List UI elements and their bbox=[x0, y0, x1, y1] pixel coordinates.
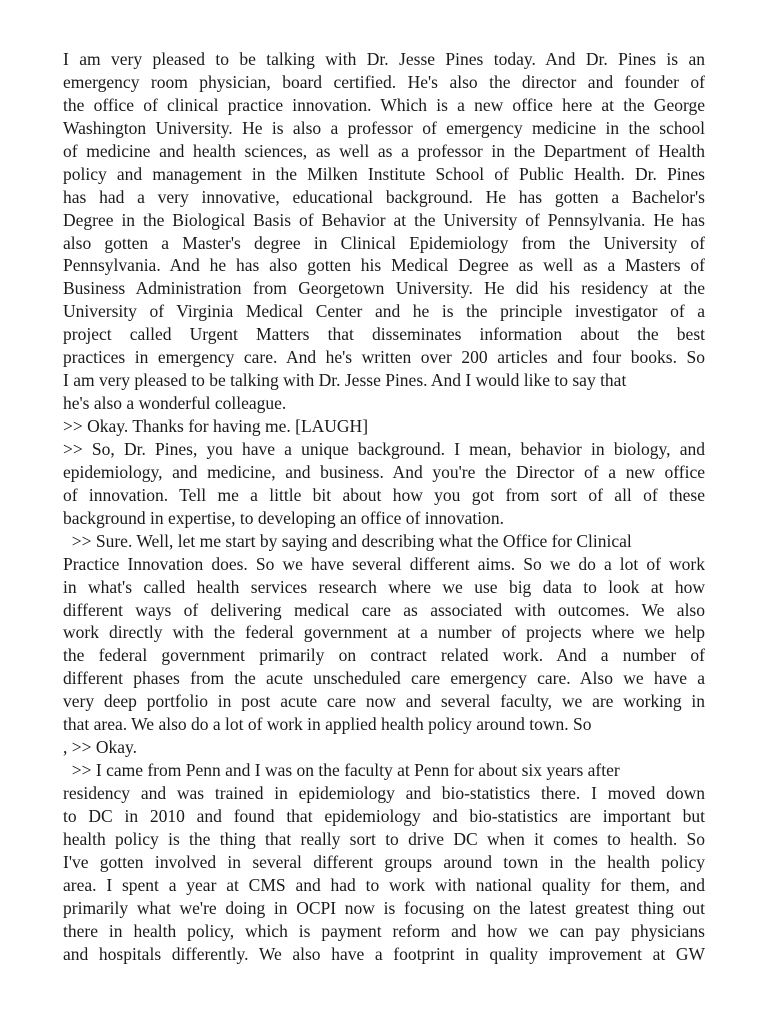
text-line: primarily what we're doing in OCPI now is focusing on the latest greatest thing out bbox=[63, 897, 705, 918]
text-line: >> Sure. Well, let me start by saying and describing what the Office for Clinical bbox=[63, 530, 632, 551]
text-line: I've gotten involved in several different groups around town in the health policy bbox=[63, 851, 705, 872]
text-line: to DC in 2010 and found that epidemiology and bio-statistics are important but bbox=[63, 805, 705, 826]
text-line: different ways of delivering medical care as associated with outcomes. We also bbox=[63, 599, 705, 620]
text-line: Pennsylvania. And he has also gotten his Medical Degree as well as a Masters of bbox=[63, 255, 705, 276]
text-line: , >> Okay. bbox=[63, 737, 138, 758]
text-line: in what's called health services research where we use big data to look at how bbox=[63, 576, 705, 597]
text-line: Business Administration from Georgetown University. He did his residency at the bbox=[63, 278, 705, 299]
text-line: he's also a wonderful colleague. bbox=[63, 393, 287, 414]
text-line: work directly with the federal government at a number of projects where we help bbox=[63, 622, 705, 643]
text-line: area. I spent a year at CMS and had to work with national quality for them, and bbox=[63, 874, 705, 895]
text-line: University of Virginia Medical Center and he is the principle investigator of a bbox=[63, 301, 705, 322]
text-line: epidemiology, and medicine, and business. And you're the Director of a new office bbox=[63, 461, 705, 482]
text-line: Washington University. He is also a professor of emergency medicine in the school bbox=[63, 117, 705, 138]
text-line: >> Okay. Thanks for having me. [LAUGH] bbox=[63, 416, 369, 436]
text-line: >> I came from Penn and I was on the faculty at Penn for about six years after bbox=[63, 760, 620, 781]
text-line: different phases from the acute unscheduled care emergency care. Also we have a bbox=[63, 668, 705, 689]
text-line: policy and management in the Milken Institute School of Public Health. Dr. Pines bbox=[63, 163, 705, 184]
text-line: the federal government primarily on contract related work. And a number of bbox=[63, 645, 705, 666]
text-line: the office of clinical practice innovation. Which is a new office here at the George bbox=[63, 94, 705, 115]
text-line: of innovation. Tell me a little bit about how you got from sort of all of these bbox=[63, 484, 705, 505]
text-line: has had a very innovative, educational background. He has gotten a Bachelor's bbox=[63, 186, 705, 207]
text-line: there in health policy, which is payment reform and how we can pay physicians bbox=[63, 920, 705, 941]
text-line: background in expertise, to developing an office of innovation. bbox=[63, 507, 504, 528]
text-line: and hospitals differently. We also have a footprint in quality improvement at GW bbox=[63, 943, 705, 964]
text-line: that area. We also do a lot of work in applied health policy around town. So bbox=[63, 714, 592, 735]
text-line: Practice Innovation does. So we have several different aims. So we do a lot of work bbox=[63, 553, 705, 574]
text-line: I am very pleased to be talking with Dr. Jesse Pines. And I would like to say that bbox=[63, 370, 627, 391]
text-line: of medicine and health sciences, as well as a professor in the Department of Health bbox=[63, 140, 705, 161]
text-line: I am very pleased to be talking with Dr. Jesse Pines today. And Dr. Pines is an bbox=[63, 49, 705, 69]
text-line: Degree in the Biological Basis of Behavior at the University of Pennsylvania. He has bbox=[63, 209, 705, 230]
text-line: very deep portfolio in post acute care now and several faculty, we are working in bbox=[63, 691, 705, 712]
transcript-document bbox=[63, 48, 705, 966]
text-line: >> So, Dr. Pines, you have a unique background. I mean, behavior in biology, and bbox=[63, 438, 705, 459]
text-line: also gotten a Master's degree in Clinical Epidemiology from the University of bbox=[63, 232, 705, 253]
text-line: project called Urgent Matters that disseminates information about the best bbox=[63, 324, 705, 345]
text-line: emergency room physician, board certified. He's also the director and founder of bbox=[63, 71, 705, 92]
text-line: health policy is the thing that really sort to drive DC when it comes to health. So bbox=[63, 828, 705, 849]
text-line: practices in emergency care. And he's written over 200 articles and four books. So bbox=[63, 347, 705, 368]
text-line: residency and was trained in epidemiology and bio-statistics there. I moved down bbox=[63, 783, 705, 803]
